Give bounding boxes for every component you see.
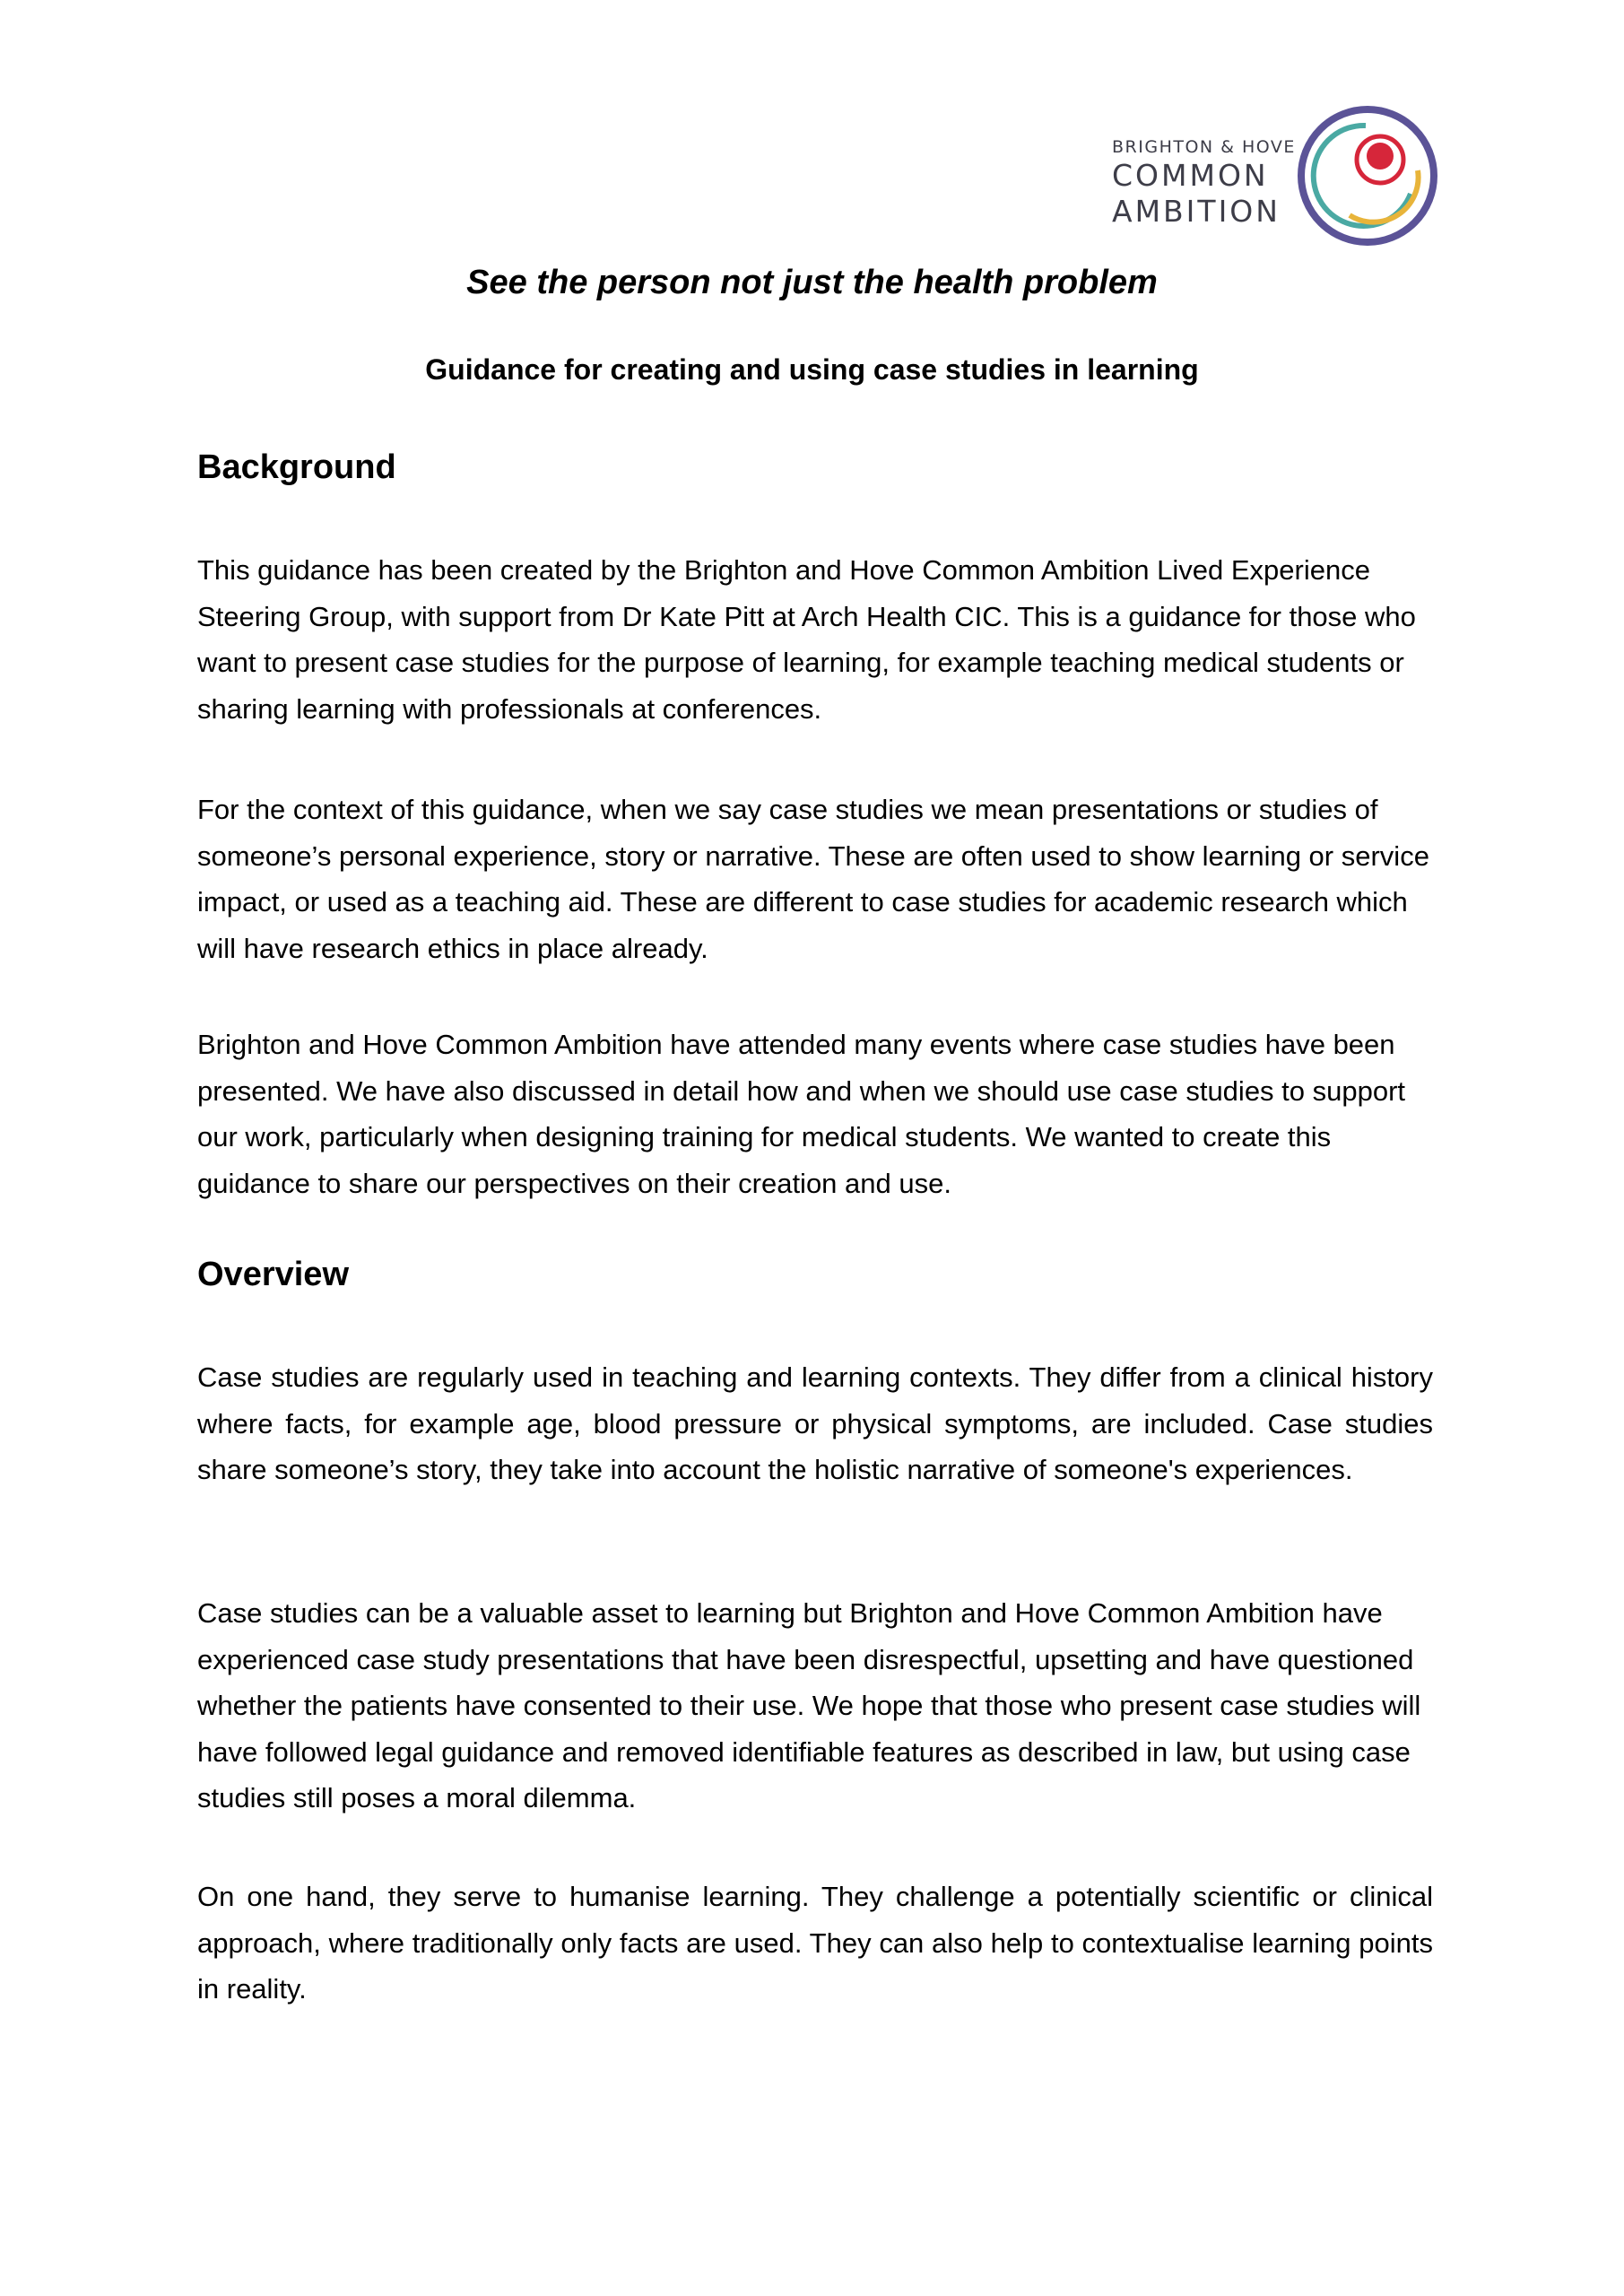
overview-paragraph-1: Case studies are regularly used in teaching and learning contexts. They differ from a clinical history where facts, for example age, blood pressure or physical symptoms, are included. Case studies share someone’s story, they take into account the holistic narrative of someone's experiences. bbox=[197, 1361, 1433, 1485]
logo-line-ambition: AMBITION bbox=[1112, 194, 1281, 229]
background-paragraph-1: This guidance has been created by the Brighton and Hove Common Ambition Lived Experience Steering Group, with support from Dr Kate Pitt at Arch Health CIC. This is a guidance for those who want to present case studies for the purpose of learning, for example teaching medical students or sharing learning with professionals at conferences. bbox=[197, 554, 1416, 725]
logo-wordmark bbox=[1112, 136, 1296, 230]
overview-paragraph-3: On one hand, they serve to humanise learning. They challenge a potentially scientific or clinical approach, where traditionally only facts are used. They can also help to contextualise learning points in reality. bbox=[197, 1881, 1433, 2005]
logo-line-common: COMMON bbox=[1112, 158, 1269, 193]
section-heading-overview: Overview bbox=[197, 1256, 349, 1293]
page-title: See the person not just the health problem bbox=[466, 264, 1158, 301]
overview-paragraph-2: Case studies can be a valuable asset to learning but Brighton and Hove Common Ambition have experienced case study presentations that have been disrespectful, upsetting and have questioned whether the patients have consented to their use. We hope that those who present case studies will have followed legal guidance and removed identifiable features as described in law, but using case studies still poses a moral dilemma. bbox=[197, 1597, 1421, 1813]
background-paragraph-3: Brighton and Hove Common Ambition have attended many events where case studies have been presented. We have also discussed in detail how and when we should use case studies to support our work, particularly when designing training for medical students. We wanted to create this guidance to share our perspectives on their creation and use. bbox=[197, 1029, 1406, 1199]
page-subtitle: Guidance for creating and using case studies in learning bbox=[425, 353, 1199, 386]
background-paragraph-2: For the context of this guidance, when we say case studies we mean presentations or studies of someone’s personal experience, story or narrative. These are often used to show learning or service impact, or used as a teaching aid. These are different to case studies for academic research which will have research ethics in place already. bbox=[197, 794, 1429, 964]
section-heading-background: Background bbox=[197, 448, 396, 486]
common-ambition-logo bbox=[1099, 97, 1457, 258]
logo-line-brighton-hove: BRIGHTON & HOVE bbox=[1112, 137, 1296, 157]
concentric-rings-icon bbox=[1287, 97, 1448, 249]
